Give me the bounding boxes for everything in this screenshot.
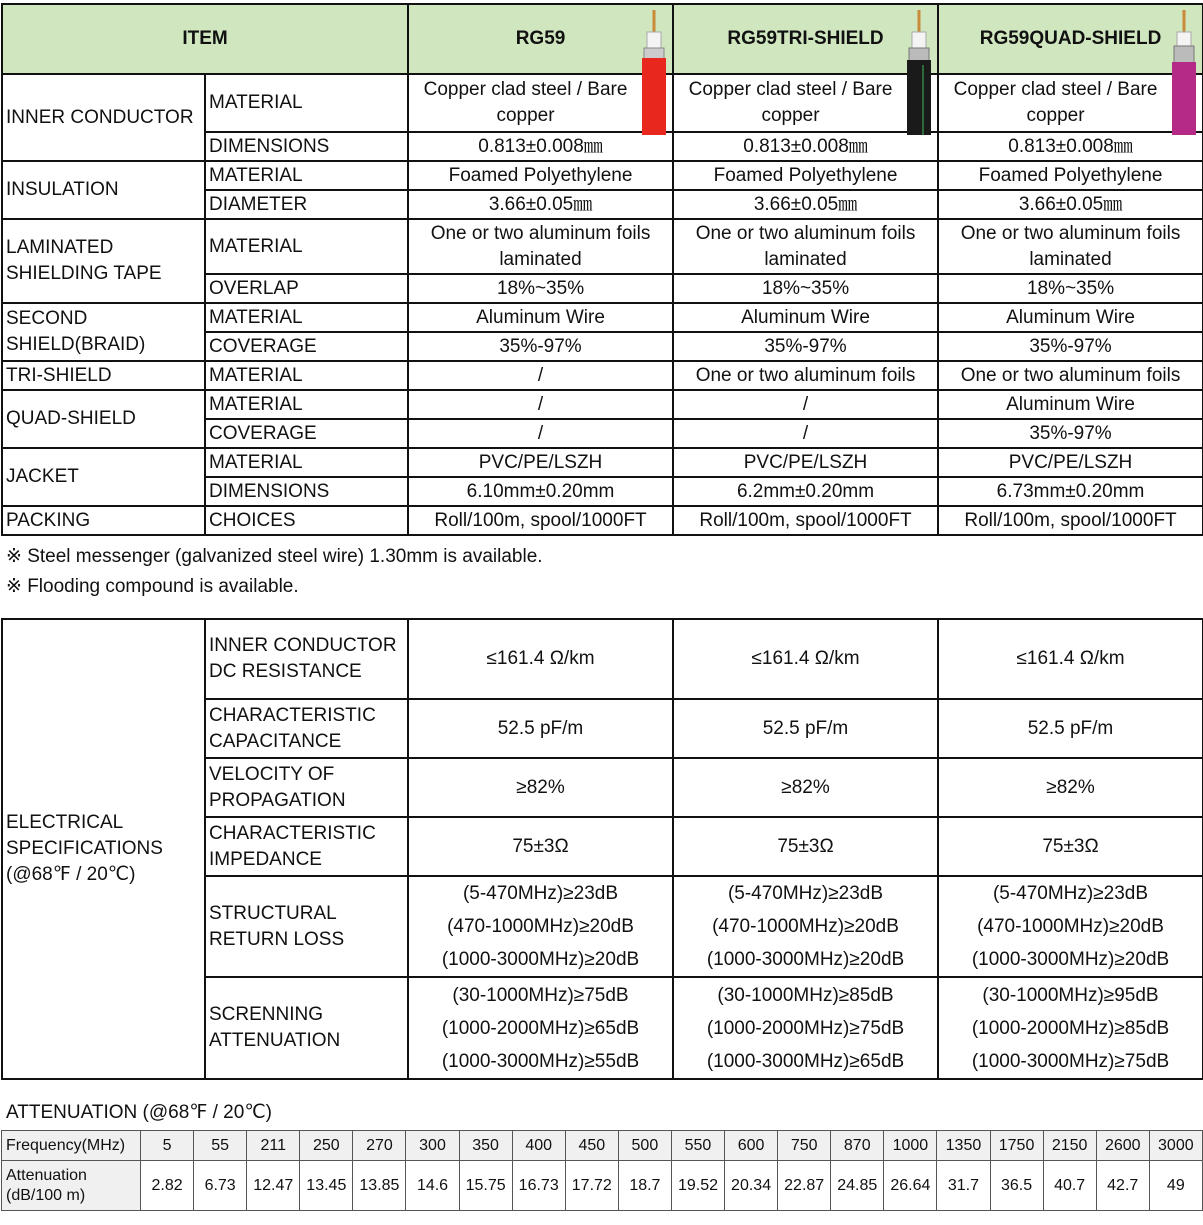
ins-mat-2: Foamed Polyethylene (673, 161, 938, 190)
attenuation-table (1, 1130, 1203, 1211)
jac-dim-3: 6.73mm±0.20mm (938, 477, 1203, 506)
row-label-second-shield: SECOND SHIELD(BRAID) (2, 303, 205, 361)
param-material: MATERIAL (205, 74, 408, 132)
row-label-laminated: LAMINATED SHIELDING TAPE (2, 219, 205, 303)
attenuation-cell: 49 (1149, 1161, 1202, 1211)
frequency-cell: 300 (406, 1131, 459, 1161)
sec-cov-2: 35%-97% (673, 332, 938, 361)
pack-2: Roll/100m, spool/1000FT (673, 506, 938, 535)
header-rg59: RG59 (408, 4, 673, 74)
frequency-label: Frequency(MHz) (2, 1131, 141, 1161)
lam-ovl-1: 18%~35% (408, 274, 673, 303)
tri-mat-1: / (408, 361, 673, 390)
vel-3: ≥82% (938, 758, 1203, 817)
scr-3 (938, 977, 1203, 1079)
electrical-table (1, 618, 1203, 1080)
frequency-cell: 1750 (990, 1131, 1043, 1161)
rg59-cable-image (640, 10, 668, 135)
sec-cov-3: 35%-97% (938, 332, 1203, 361)
cap-2: 52.5 pF/m (673, 699, 938, 758)
frequency-cell: 270 (353, 1131, 406, 1161)
row-label-tri-shield: TRI-SHIELD (2, 361, 205, 390)
row-label-electrical: ELECTRICAL SPECIFICATIONS (@68℉ / 20℃) (2, 619, 205, 1079)
param-screening: SCRENNING ATTENUATION (205, 977, 408, 1079)
frequency-cell: 500 (618, 1131, 671, 1161)
srl-line: (470-1000MHz)≥20dB (447, 916, 634, 937)
quad-cov-3: 35%-97% (938, 419, 1203, 448)
attenuation-cell: 16.73 (512, 1161, 565, 1211)
srl-line: (1000-3000MHz)≥20dB (971, 949, 1170, 970)
jac-mat-3: PVC/PE/LSZH (938, 448, 1203, 477)
dcres-1: ≤161.4 Ω/km (408, 619, 673, 699)
header-rg59-quad: RG59QUAD-SHIELD (938, 4, 1203, 74)
frequency-cell: 1350 (937, 1131, 990, 1161)
inner-dim-1: 0.813±0.008㎜ (408, 132, 673, 161)
param-return-loss: STRUCTURAL RETURN LOSS (205, 876, 408, 977)
header-rg59-tri: RG59TRI-SHIELD (673, 4, 938, 74)
scr-1 (408, 977, 673, 1079)
ins-dia-1: 3.66±0.05㎜ (408, 190, 673, 219)
attenuation-cell: 31.7 (937, 1161, 990, 1211)
inner-mat-2: Copper clad steel / Bare copper (673, 74, 938, 132)
ins-mat-3: Foamed Polyethylene (938, 161, 1203, 190)
quad-mat-1: / (408, 390, 673, 419)
inner-mat-1: Copper clad steel / Bare copper (408, 74, 673, 132)
srl-3 (938, 876, 1203, 977)
scr-line: (30-1000MHz)≥95dB (982, 984, 1159, 1006)
attenuation-cell: 12.47 (247, 1161, 300, 1211)
frequency-cell: 211 (247, 1131, 300, 1161)
row-label-packing: PACKING (2, 506, 205, 535)
inner-mat-3: Copper clad steel / Bare copper (938, 74, 1203, 132)
attenuation-cell: 2.82 (141, 1161, 194, 1211)
frequency-cell: 350 (459, 1131, 512, 1161)
imp-1: 75±3Ω (408, 817, 673, 876)
frequency-cell: 600 (725, 1131, 778, 1161)
tri-mat-3: One or two aluminum foils (938, 361, 1203, 390)
param-material: MATERIAL (205, 303, 408, 332)
attenuation-cell: 14.6 (406, 1161, 459, 1211)
lam-ovl-2: 18%~35% (673, 274, 938, 303)
dcres-2: ≤161.4 Ω/km (673, 619, 938, 699)
sec-mat-3: Aluminum Wire (938, 303, 1203, 332)
lam-mat-1: One or two aluminum foils laminated (408, 219, 673, 274)
row-label-quad-shield: QUAD-SHIELD (2, 390, 205, 448)
lam-mat-3: One or two aluminum foils laminated (938, 219, 1203, 274)
srl-1 (408, 876, 673, 977)
attenuation-cell: 24.85 (831, 1161, 884, 1211)
attenuation-title: ATTENUATION (@68℉ / 20℃) (6, 1102, 272, 1123)
frequency-cell: 2600 (1096, 1131, 1149, 1161)
frequency-cell: 750 (778, 1131, 831, 1161)
scr-line: (1000-3000MHz)≥75dB (971, 1050, 1170, 1072)
param-material: MATERIAL (205, 161, 408, 190)
scr-line: (30-1000MHz)≥85dB (717, 984, 894, 1006)
sec-mat-2: Aluminum Wire (673, 303, 938, 332)
sec-mat-1: Aluminum Wire (408, 303, 673, 332)
attenuation-label: Attenuation (dB/100 m) (2, 1161, 141, 1211)
param-material: MATERIAL (205, 361, 408, 390)
attenuation-cell: 22.87 (778, 1161, 831, 1211)
frequency-cell: 1000 (884, 1131, 937, 1161)
srl-2 (673, 876, 938, 977)
pack-3: Roll/100m, spool/1000FT (938, 506, 1203, 535)
row-label-insulation: INSULATION (2, 161, 205, 219)
tri-mat-2: One or two aluminum foils (673, 361, 938, 390)
row-label-jacket: JACKET (2, 448, 205, 506)
frequency-cell: 5 (141, 1131, 194, 1161)
note-steel-messenger: ※ Steel messenger (galvanized steel wire) 1.30mm is available. (6, 546, 543, 567)
jac-mat-2: PVC/PE/LSZH (673, 448, 938, 477)
header-item: ITEM (2, 4, 408, 74)
param-choices: CHOICES (205, 506, 408, 535)
inner-dim-2: 0.813±0.008㎜ (673, 132, 938, 161)
srl-line: (470-1000MHz)≥20dB (712, 916, 899, 937)
param-dc-resistance: INNER CONDUCTOR DC RESISTANCE (205, 619, 408, 699)
jac-dim-1: 6.10mm±0.20mm (408, 477, 673, 506)
srl-line: (5-470MHz)≥23dB (992, 883, 1149, 904)
vel-1: ≥82% (408, 758, 673, 817)
construction-table (1, 3, 1203, 536)
param-dimensions: DIMENSIONS (205, 477, 408, 506)
srl-line: (470-1000MHz)≥20dB (977, 916, 1164, 937)
scr-2 (673, 977, 938, 1079)
jac-mat-1: PVC/PE/LSZH (408, 448, 673, 477)
scr-line: (1000-2000MHz)≥75dB (706, 1017, 905, 1039)
jac-dim-2: 6.2mm±0.20mm (673, 477, 938, 506)
quad-cov-2: / (673, 419, 938, 448)
attenuation-cell: 40.7 (1043, 1161, 1096, 1211)
frequency-cell: 2150 (1043, 1131, 1096, 1161)
frequency-cell: 400 (512, 1131, 565, 1161)
frequency-cell: 450 (565, 1131, 618, 1161)
scr-line: (1000-3000MHz)≥55dB (441, 1050, 640, 1072)
lam-ovl-3: 18%~35% (938, 274, 1203, 303)
param-capacitance: CHARACTERISTIC CAPACITANCE (205, 699, 408, 758)
attenuation-cell: 15.75 (459, 1161, 512, 1211)
param-material: MATERIAL (205, 448, 408, 477)
quad-mat-2: / (673, 390, 938, 419)
attenuation-cell: 13.85 (353, 1161, 406, 1211)
inner-dim-3: 0.813±0.008㎜ (938, 132, 1203, 161)
scr-line: (1000-3000MHz)≥65dB (706, 1050, 905, 1072)
row-label-inner: INNER CONDUCTOR (2, 74, 205, 161)
param-coverage: COVERAGE (205, 332, 408, 361)
frequency-cell: 550 (671, 1131, 724, 1161)
param-diameter: DIAMETER (205, 190, 408, 219)
scr-line: (1000-2000MHz)≥85dB (971, 1017, 1170, 1039)
srl-line: (5-470MHz)≥23dB (727, 883, 884, 904)
imp-2: 75±3Ω (673, 817, 938, 876)
sec-cov-1: 35%-97% (408, 332, 673, 361)
scr-line: (30-1000MHz)≥75dB (452, 984, 629, 1006)
imp-3: 75±3Ω (938, 817, 1203, 876)
frequency-cell: 55 (194, 1131, 247, 1161)
ins-dia-2: 3.66±0.05㎜ (673, 190, 938, 219)
ins-mat-1: Foamed Polyethylene (408, 161, 673, 190)
cap-3: 52.5 pF/m (938, 699, 1203, 758)
scr-line: (1000-2000MHz)≥65dB (441, 1017, 640, 1039)
attenuation-cell: 42.7 (1096, 1161, 1149, 1211)
quad-mat-3: Aluminum Wire (938, 390, 1203, 419)
pack-1: Roll/100m, spool/1000FT (408, 506, 673, 535)
frequency-cell: 3000 (1149, 1131, 1202, 1161)
attenuation-cell: 18.7 (618, 1161, 671, 1211)
quad-cov-1: / (408, 419, 673, 448)
attenuation-cell: 19.52 (671, 1161, 724, 1211)
frequency-cell: 870 (831, 1131, 884, 1161)
ins-dia-3: 3.66±0.05㎜ (938, 190, 1203, 219)
vel-2: ≥82% (673, 758, 938, 817)
frequency-cell: 250 (300, 1131, 353, 1161)
rg59-quad-cable-image (1170, 10, 1198, 135)
attenuation-cell: 13.45 (300, 1161, 353, 1211)
attenuation-cell: 17.72 (565, 1161, 618, 1211)
param-dimensions: DIMENSIONS (205, 132, 408, 161)
cap-1: 52.5 pF/m (408, 699, 673, 758)
param-overlap: OVERLAP (205, 274, 408, 303)
note-flooding-compound: ※ Flooding compound is available. (6, 576, 299, 597)
attenuation-cell: 20.34 (725, 1161, 778, 1211)
dcres-3: ≤161.4 Ω/km (938, 619, 1203, 699)
param-coverage: COVERAGE (205, 419, 408, 448)
attenuation-cell: 26.64 (884, 1161, 937, 1211)
param-material: MATERIAL (205, 390, 408, 419)
srl-line: (1000-3000MHz)≥20dB (706, 949, 905, 970)
attenuation-cell: 36.5 (990, 1161, 1043, 1211)
lam-mat-2: One or two aluminum foils laminated (673, 219, 938, 274)
srl-line: (1000-3000MHz)≥20dB (441, 949, 640, 970)
param-material: MATERIAL (205, 219, 408, 274)
srl-line: (5-470MHz)≥23dB (462, 883, 619, 904)
param-impedance: CHARACTERISTIC IMPEDANCE (205, 817, 408, 876)
rg59-tri-cable-image (905, 10, 933, 135)
attenuation-cell: 6.73 (194, 1161, 247, 1211)
param-velocity: VELOCITY OF PROPAGATION (205, 758, 408, 817)
